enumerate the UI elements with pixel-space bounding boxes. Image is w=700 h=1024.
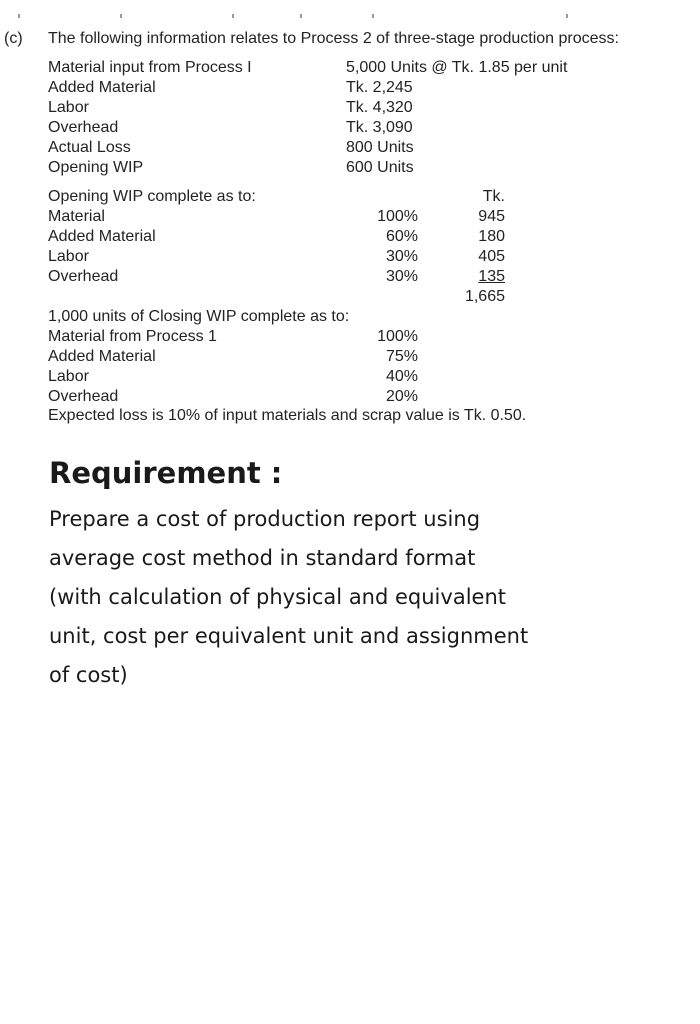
opening-wip-currency-header: Tk. xyxy=(482,188,505,205)
closing-wip-heading: 1,000 units of Closing WIP complete as to: xyxy=(48,308,350,325)
opening-wip-amount-overhead: 135 xyxy=(478,268,505,285)
opening-wip-percent-material: 100% xyxy=(377,208,418,225)
input-label-added-material: Added Material xyxy=(48,79,156,96)
question-intro: The following information relates to Process 2 of three-stage production process: xyxy=(48,30,619,47)
input-value-material: 5,000 Units @ Tk. 1.85 per unit xyxy=(346,59,568,76)
input-label-actual-loss: Actual Loss xyxy=(48,139,131,156)
requirement-line: average cost method in standard format xyxy=(49,546,476,570)
input-label-labor: Labor xyxy=(48,99,89,116)
opening-wip-heading: Opening WIP complete as to: xyxy=(48,188,256,205)
opening-wip-label-material: Material xyxy=(48,208,105,225)
input-value-actual-loss: 800 Units xyxy=(346,139,414,156)
closing-wip-percent-labor: 40% xyxy=(385,368,418,385)
closing-wip-percent-overhead: 20% xyxy=(385,388,418,405)
closing-wip-label-overhead: Overhead xyxy=(48,388,119,405)
input-value-labor: Tk. 4,320 xyxy=(346,99,413,116)
closing-wip-percent-material: 100% xyxy=(377,328,418,345)
opening-wip-percent-labor: 30% xyxy=(385,248,418,265)
requirement-line: of cost) xyxy=(49,663,128,687)
input-value-overhead: Tk. 3,090 xyxy=(346,119,413,136)
requirement-title: Requirement : xyxy=(49,456,283,490)
requirement-line: Prepare a cost of production report using xyxy=(49,507,481,531)
requirement-body xyxy=(49,500,549,695)
opening-wip-amount-added-material: 180 xyxy=(478,228,505,245)
cropped-previous-line xyxy=(0,0,700,22)
input-value-opening-wip: 600 Units xyxy=(346,159,414,176)
expected-loss-note: Expected loss is 10% of input materials and scrap value is Tk. 0.50. xyxy=(48,407,527,424)
opening-wip-percent-overhead: 30% xyxy=(385,268,418,285)
input-label-opening-wip: Opening WIP xyxy=(48,159,144,176)
closing-wip-label-labor: Labor xyxy=(48,368,89,385)
opening-wip-amount-labor: 405 xyxy=(478,248,505,265)
opening-wip-amount-material: 945 xyxy=(478,208,505,225)
input-value-added-material: Tk. 2,245 xyxy=(346,79,413,96)
input-label-overhead: Overhead xyxy=(48,119,119,136)
closing-wip-percent-added-material: 75% xyxy=(385,348,418,365)
input-label-material: Material input from Process I xyxy=(48,59,252,76)
requirement-line: unit, cost per equivalent unit and assignment xyxy=(49,624,529,648)
opening-wip-label-overhead: Overhead xyxy=(48,268,119,285)
question-label: (c) xyxy=(4,30,23,47)
closing-wip-label-material: Material from Process 1 xyxy=(48,328,217,345)
opening-wip-label-labor: Labor xyxy=(48,248,89,265)
opening-wip-label-added-material: Added Material xyxy=(48,228,156,245)
requirement-line: (with calculation of physical and equivalent xyxy=(49,585,506,609)
opening-wip-total: 1,665 xyxy=(464,288,505,305)
closing-wip-label-added-material: Added Material xyxy=(48,348,156,365)
opening-wip-percent-added-material: 60% xyxy=(385,228,418,245)
